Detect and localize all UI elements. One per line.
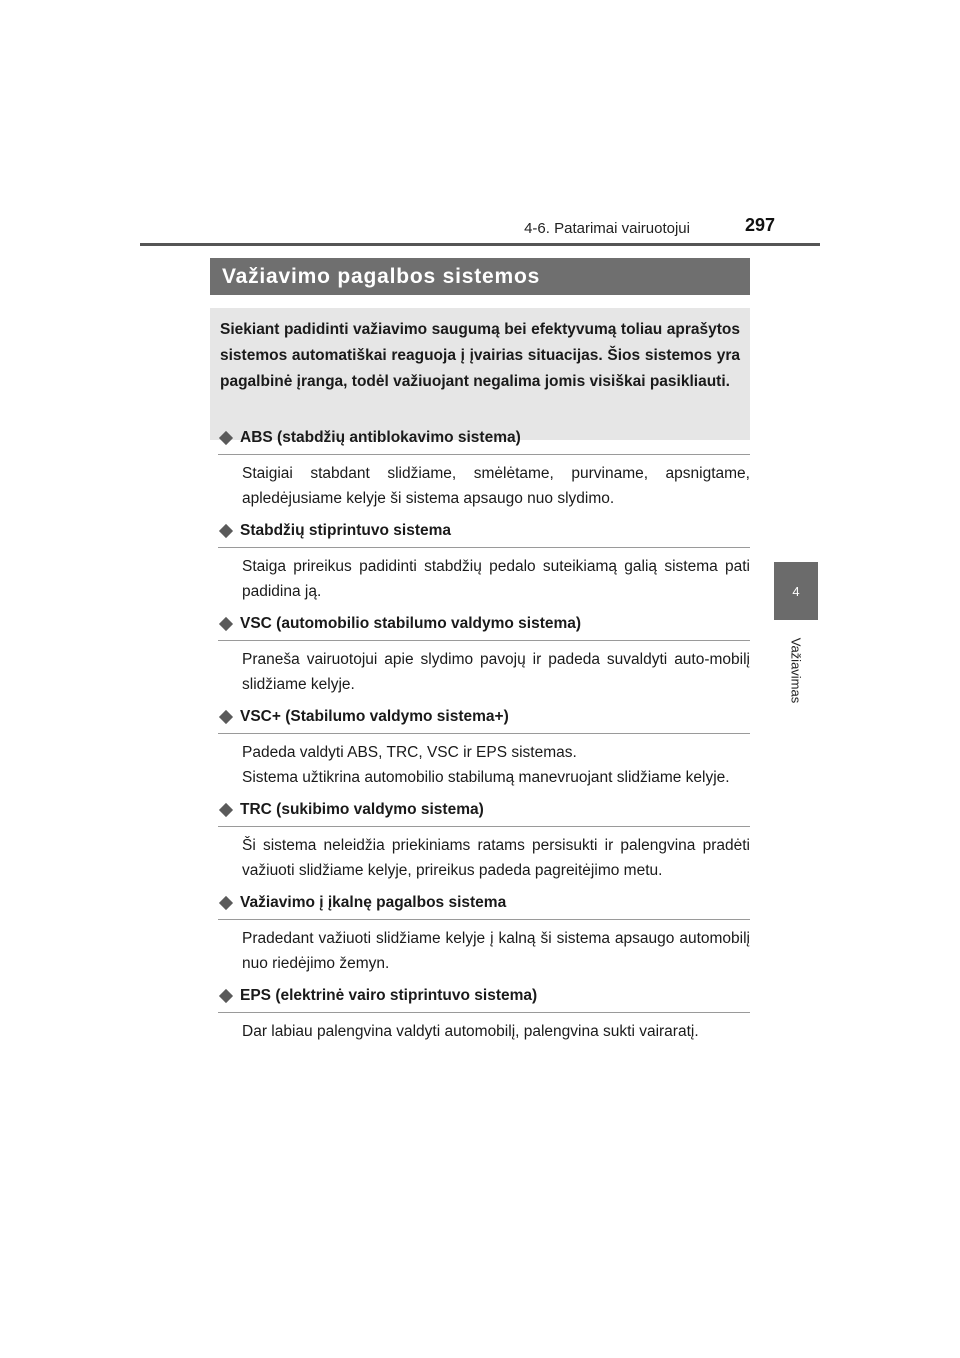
diamond-bullet-icon (219, 710, 233, 724)
diamond-bullet-icon (219, 896, 233, 910)
list-item (218, 984, 750, 1044)
diamond-bullet-icon (219, 431, 233, 445)
chapter-tab: 4 (774, 562, 818, 620)
item-body (218, 461, 750, 511)
item-body (218, 740, 750, 790)
item-title: Važiavimo į įkalnę pagalbos sistema (240, 894, 507, 911)
item-heading (218, 612, 750, 641)
item-heading (218, 519, 750, 548)
item-body (218, 554, 750, 604)
item-heading (218, 798, 750, 827)
item-paragraph: Praneša vairuotojui apie slydimo pavojų ir padeda suvaldyti auto-mobilį slidžiame kelyje. (242, 651, 750, 693)
list-item (218, 426, 750, 511)
item-title: Stabdžių stiprintuvo sistema (240, 522, 452, 539)
intro-box: Siekiant padidinti važiavimo saugumą bei efektyvumą toliau aprašytos sistemos automatiškai reaguoja į įvairias situacijas. Šios sistemos yra pagalbinė įranga, todėl važiuojant negalima jomis visiškai pasikliauti. (210, 308, 750, 440)
item-paragraph: Dar labiau palengvina valdyti automobilį, palengvina sukti vairaratį. (242, 1023, 699, 1040)
item-body (218, 926, 750, 976)
item-body (218, 647, 750, 697)
item-body (218, 833, 750, 883)
item-body (218, 1019, 750, 1044)
list-item (218, 705, 750, 790)
item-heading (218, 705, 750, 734)
item-title: ABS (stabdžių antiblokavimo sistema) (240, 429, 521, 446)
page-title: Važiavimo pagalbos sistemos (210, 258, 750, 295)
page-number: 297 (744, 215, 775, 235)
item-paragraph: Sistema užtikrina automobilio stabilumą manevruojant slidžiame kelyje. (242, 769, 730, 786)
item-title: TRC (sukibimo valdymo sistema) (240, 801, 484, 818)
list-item (218, 519, 750, 604)
header-divider (140, 243, 820, 246)
item-heading (218, 426, 750, 455)
item-paragraph: Ši sistema neleidžia priekiniams ratams persisukti ir palengvina pradėti važiuoti slidžiame kelyje, prireikus padeda pagreitėjimo metu. (242, 837, 750, 879)
item-paragraph: Staiga prireikus padidinti stabdžių pedalo suteikiamą galią sistema pati padidina ją. (242, 558, 750, 600)
item-paragraph: Pradedant važiuoti slidžiame kelyje į kalną ši sistema apsaugo automobilį nuo riedėjimo žemyn. (242, 930, 750, 972)
item-title: EPS (elektrinė vairo stiprintuvo sistema) (240, 987, 538, 1004)
chapter-label-text: Važiavimas (788, 637, 804, 703)
diamond-bullet-icon (219, 617, 233, 631)
item-title: VSC+ (Stabilumo valdymo sistema+) (240, 708, 509, 725)
systems-list (218, 426, 750, 1052)
item-paragraph: Padeda valdyti ABS, TRC, VSC ir EPS sistemas. (242, 744, 577, 761)
page-header (140, 214, 820, 244)
chapter-label (770, 630, 822, 710)
list-item (218, 891, 750, 976)
item-title: VSC (automobilio stabilumo valdymo sistema) (240, 615, 582, 632)
diamond-bullet-icon (219, 989, 233, 1003)
item-heading (218, 891, 750, 920)
item-heading (218, 984, 750, 1013)
list-item (218, 612, 750, 697)
item-paragraph: Staigiai stabdant slidžiame, smėlėtame, purviname, apsnigtame, apledėjusiame kelyje ši sistema apsaugo nuo slydimo. (242, 465, 750, 507)
diamond-bullet-icon (219, 803, 233, 817)
list-item (218, 798, 750, 883)
section-title: 4-6. Patarimai vairuotojui (524, 220, 690, 237)
diamond-bullet-icon (219, 524, 233, 538)
